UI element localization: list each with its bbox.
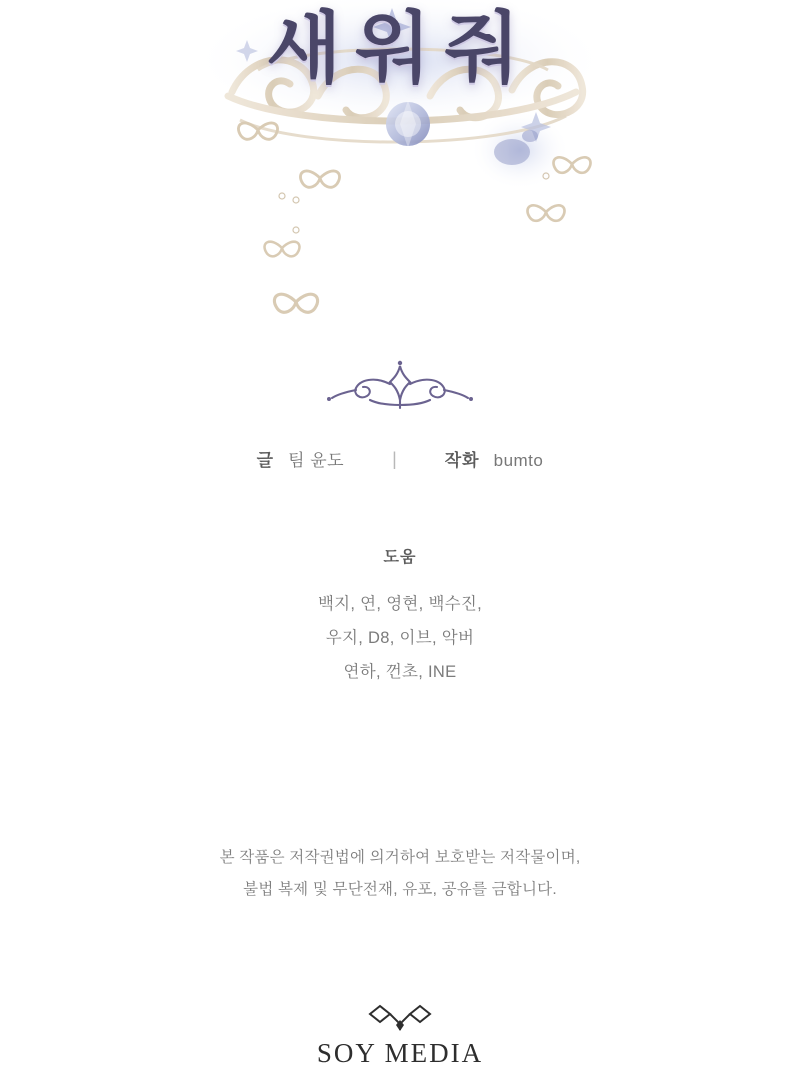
copyright-line: 본 작품은 저작권법에 의거하여 보호받는 저작물이며, — [219, 849, 581, 866]
artist-label: 작화 — [444, 451, 480, 470]
flourish-divider-icon — [320, 360, 480, 412]
helpers-line: 백지, 연, 영현, 백수진, — [317, 595, 483, 613]
credit-separator: | — [392, 448, 397, 469]
divider-ornament — [0, 360, 800, 417]
helpers-line: 우지, D8, 이브, 악버 — [325, 629, 475, 647]
helpers-title: 도움 — [383, 549, 417, 566]
helpers-line: 연하, 껀초, INE — [343, 663, 457, 681]
publisher-logo — [0, 1000, 800, 1069]
writer-credit — [257, 446, 344, 471]
writer-label: 글 — [256, 451, 275, 470]
credit-row — [0, 446, 800, 471]
writer-name: 팀 윤도 — [288, 451, 345, 470]
copyright-line: 불법 복제 및 무단전재, 유포, 공유를 금합니다. — [243, 881, 557, 898]
artist-credit — [445, 446, 544, 471]
helpers-section — [0, 544, 800, 689]
artist-name: bumto — [493, 451, 544, 470]
publisher-name: SOY MEDIA — [316, 1038, 484, 1068]
page-title: 새워줘 — [265, 5, 535, 92]
diamond-crown-logo-icon — [362, 1000, 438, 1034]
copyright-notice — [0, 842, 800, 906]
title-artwork — [0, 0, 800, 340]
